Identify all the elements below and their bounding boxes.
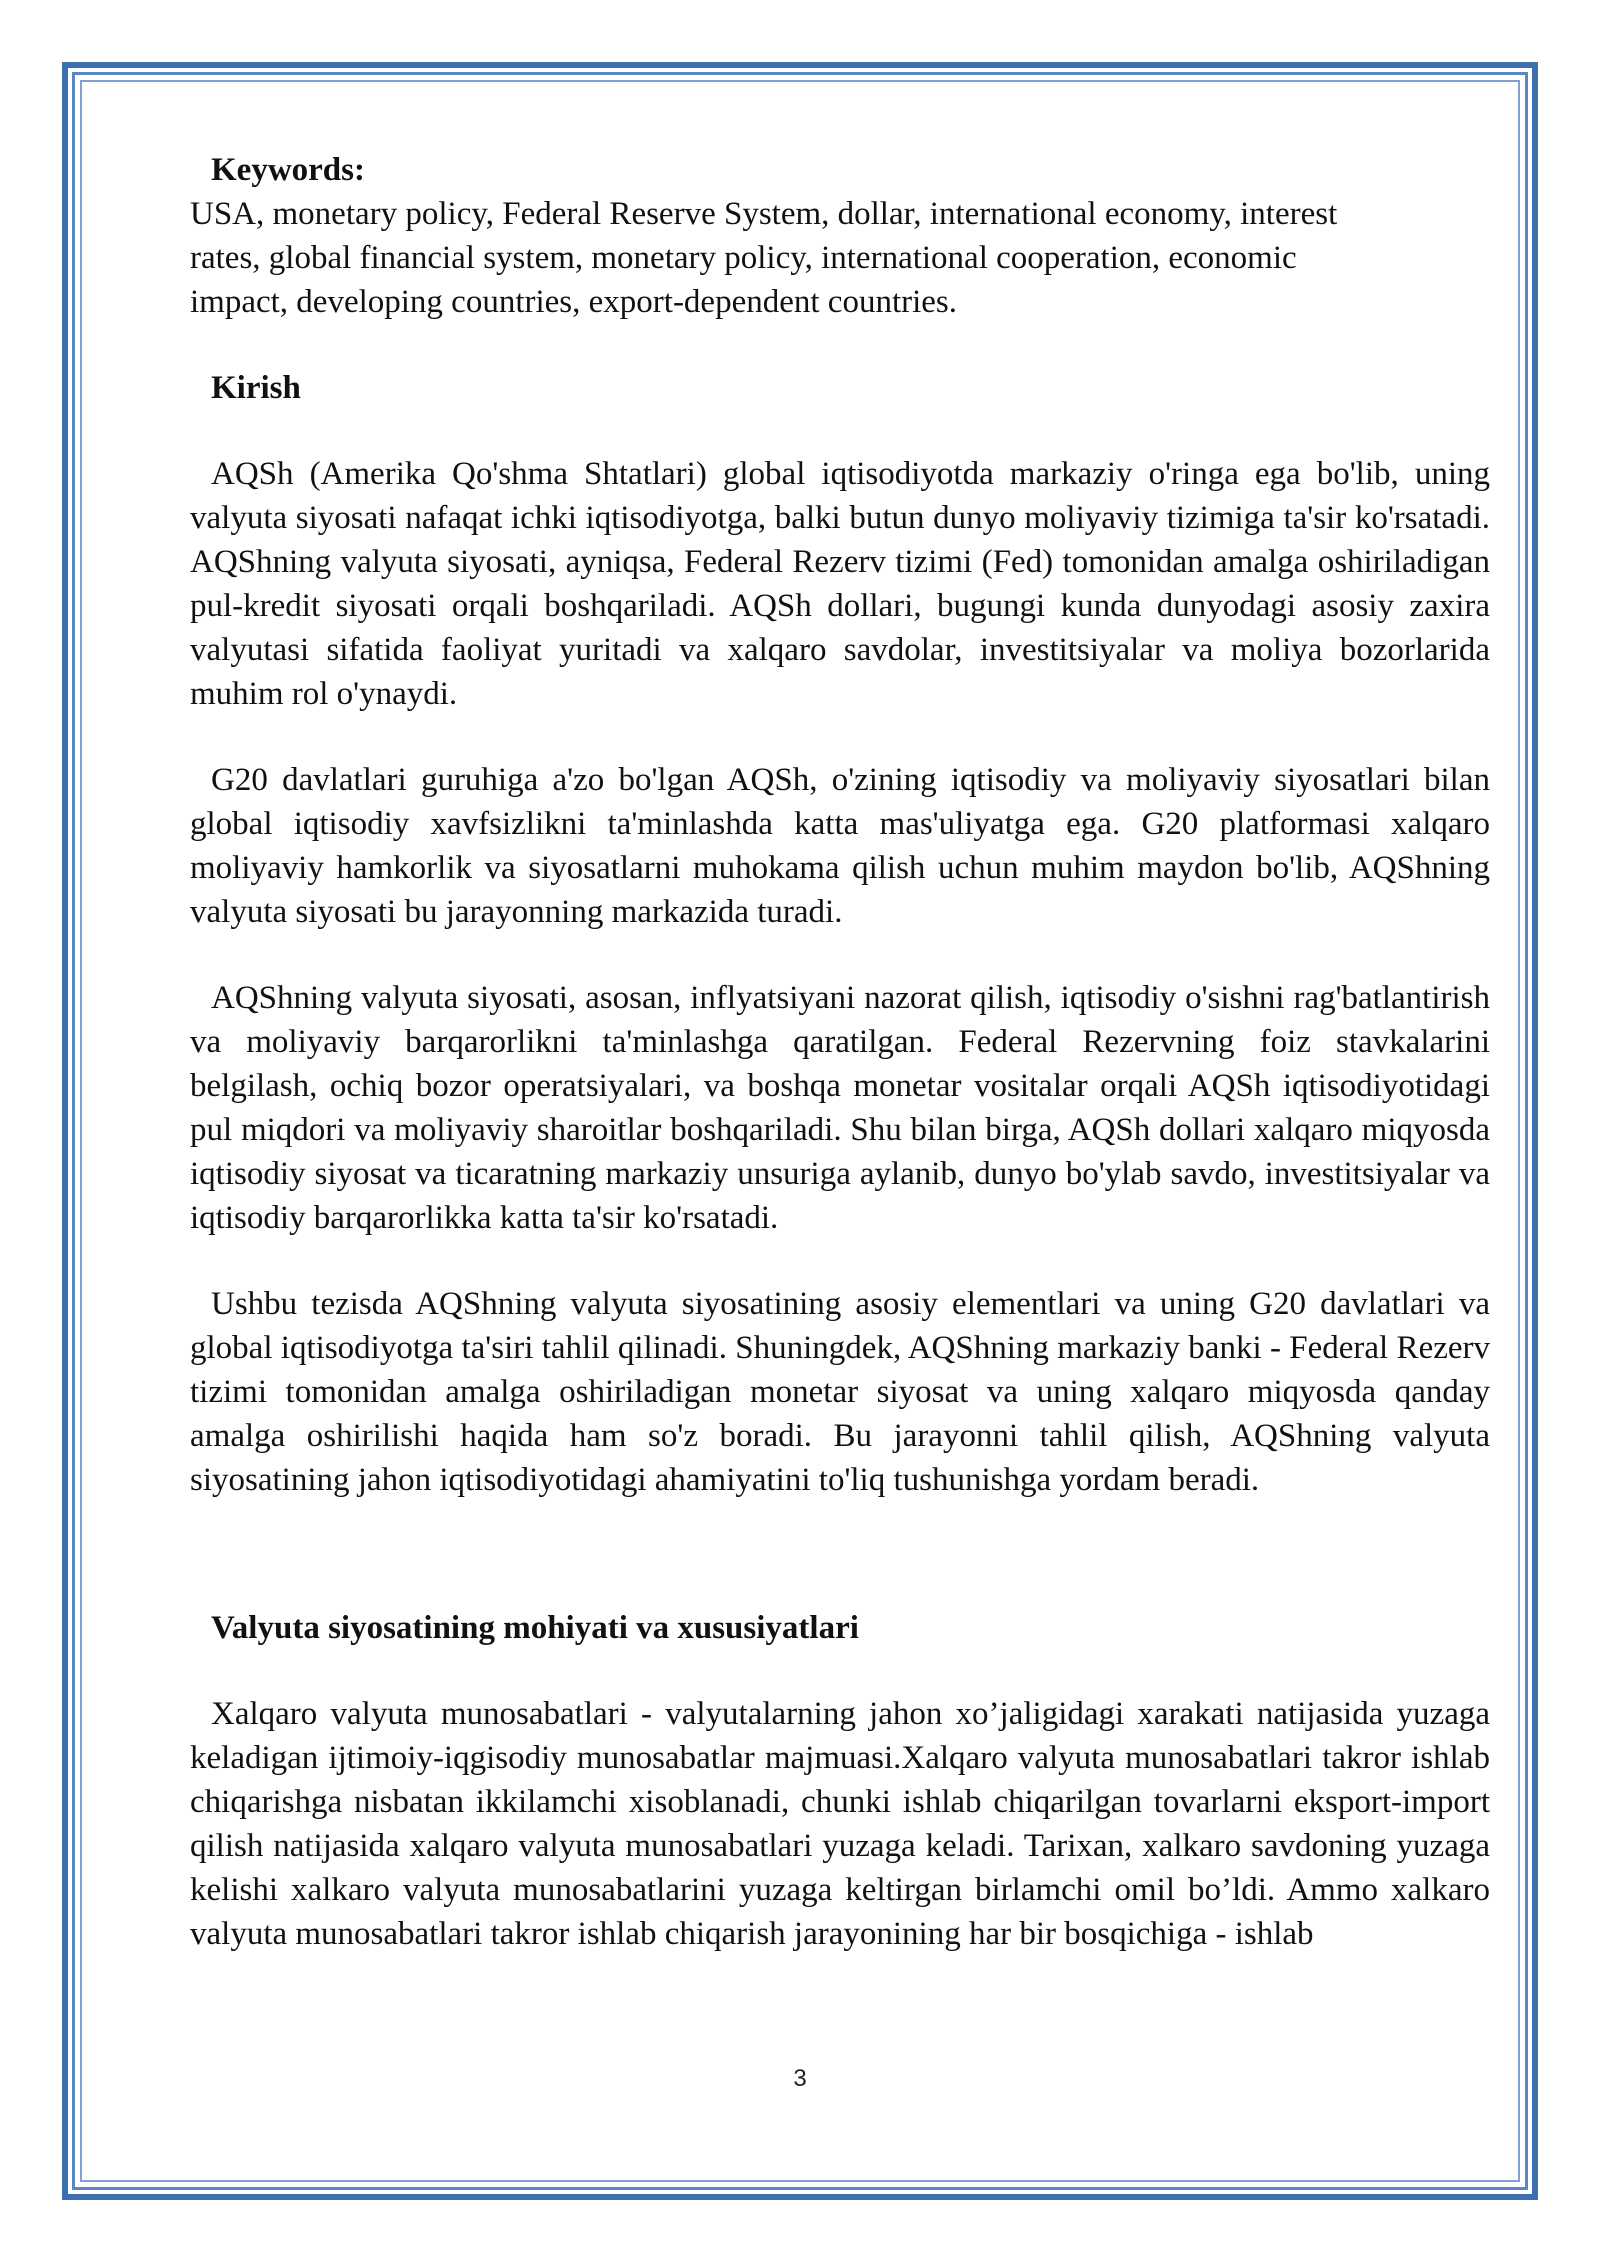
page-content [190,148,1490,1956]
intro-paragraph-3: AQShning valyuta siyosati, asosan, inflyatsiyani nazorat qilish, iqtisodiy o'sishni rag'batlantirish va moliyaviy barqarorlikni ta'minlashga qaratilgan. Federal Rezervning foiz stavkalarini belgilash, ochiq bozor operatsiyalari, va boshqa monetar vositalar orqali AQSh iqtisodiyotidagi pul miqdori va moliyaviy sharoitlar boshqariladi. Shu bilan birga, AQSh dollari xalqaro miqyosda iqtisodiy siyosat va ticaratning markaziy unsuriga aylanib, dunyo bo'ylab savdo, investitsiyalar va iqtisodiy barqarorlikka katta ta'sir ko'rsatadi. [190,980,1490,1236]
intro-paragraph-4: Ushbu tezisda AQShning valyuta siyosatining asosiy elementlari va uning G20 davlatlari va global iqtisodiyotga ta'siri tahlil qilinadi. Shuningdek, AQShning markaziy banki - Federal Rezerv tizimi tomonidan amalga oshiriladigan monetar siyosat va uning xalqaro miqyosda qanday amalga oshirilishi haqida ham so'z boradi. Bu jarayonni tahlil qilish, AQShning valyuta siyosatining jahon iqtisodiyotidagi ahamiyatini to'liq tushunishga yordam beradi. [190,1286,1490,1498]
intro-heading: Kirish [211,370,301,406]
keywords-text: USA, monetary policy, Federal Reserve System, dollar, international economy, interest rates, global financial system, monetary policy, international cooperation, economic impact, developing countries, export-dependent countries. [190,196,1338,320]
section-heading: Valyuta siyosatining mohiyati va xususiyatlari [211,1610,859,1646]
intro-paragraph-2: G20 davlatlari guruhiga a'zo bo'lgan AQSh, o'zining iqtisodiy va moliyaviy siyosatlari bilan global iqtisodiy xavfsizlikni ta'minlashda katta mas'uliyatga ega. G20 platformasi xalqaro moliyaviy hamkorlik va siyosatlarni muhokama qilish uchun muhim maydon bo'lib, AQShning valyuta siyosati bu jarayonning markazida turadi. [190,762,1490,930]
intro-paragraph-1: AQSh (Amerika Qo'shma Shtatlari) global iqtisodiyotda markaziy o'ringa ega bo'lib, uning valyuta siyosati nafaqat ichki iqtisodiyotga, balki butun dunyo moliyaviy tizimiga ta'sir ko'rsatadi. AQShning valyuta siyosati, ayniqsa, Federal Rezerv tizimi (Fed) tomonidan amalga oshiriladigan pul-kredit siyosati orqali boshqariladi. AQSh dollari, bugungi kunda dunyodagi asosiy zaxira valyutasi sifatida faoliyat yuritadi va xalqaro savdolar, investitsiyalar va moliya bozorlarida muhim rol o'ynaydi. [190,456,1490,712]
page-number: 3 [793,2065,807,2092]
keywords-heading: Keywords: [211,152,365,188]
section-paragraph: Xalqaro valyuta munosabatlari - valyutalarning jahon xo’jaligidagi xarakati natijasida yuzaga keladigan ijtimoiy-iqgisodiy munosabatlar majmuasi.Xalqaro valyuta munosabatlari takror ishlab chiqarishga nisbatan ikkilamchi xisoblanadi, chunki ishlab chiqarilgan tovarlarni eksport-import qilish natijasida xalqaro valyuta munosabatlari yuzaga keladi. Tarixan, xalkaro savdoning yuzaga kelishi xalkaro valyuta munosabatlarini yuzaga keltirgan birlamchi omil bo’ldi. Ammo xalkaro valyuta munosabatlari takror ishlab chiqarish jarayonining har bir bosqichiga - ishlab [190,1696,1490,1952]
